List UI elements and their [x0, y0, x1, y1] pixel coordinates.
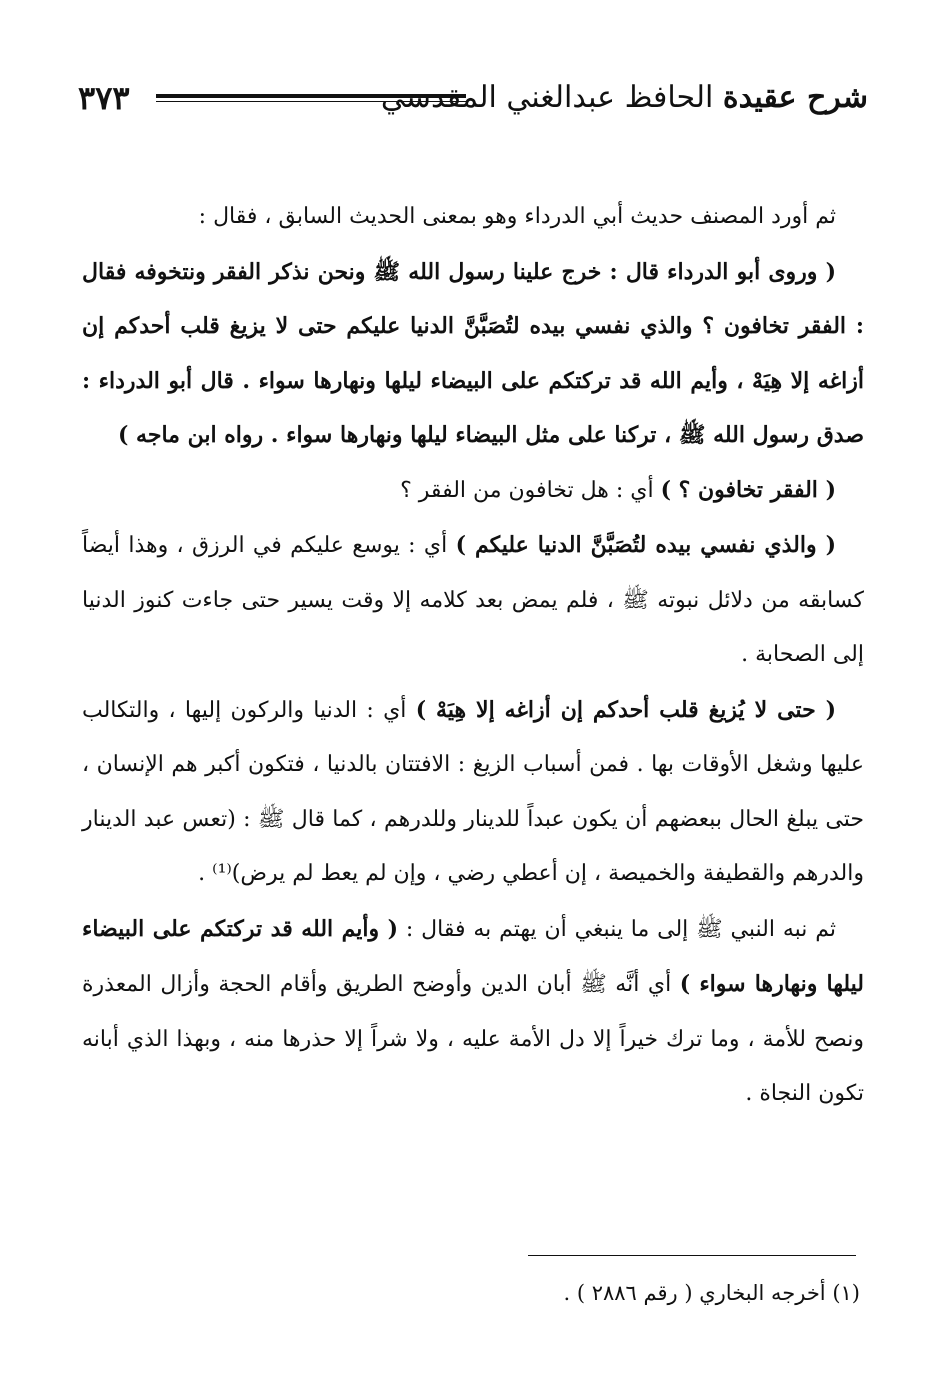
header-rule	[156, 94, 466, 102]
paragraph-6-intro: ثم نبه النبي ﷺ إلى ما ينبغي أن يهتم به فقال :	[398, 916, 836, 942]
paragraph-3-quote: ( الفقر تخافون ؟ )	[660, 476, 836, 503]
paragraph-2-seg-1: ( وروى أبو الدرداء قال : خرج علينا رسول الله ﷺ ونحن نذكر الفقر ونتخوفه فقال : الفقر تخافون ؟ والذي نفسي بيده لتُصَبَّنَّ الدنيا عليكم حتى لا يزيغ قلب أحدكم إن أزاغه إلا هِيَهْ ، وأيم الله قد تركتكم على البيضاء ليلها ونهارها سواء . قال أبو الدرداء : صدق رسول الله ﷺ ، تركنا على مثل البيضاء ليلها ونهارها سواء . رواه ابن ماجه )	[82, 258, 864, 448]
paragraph-3	[82, 463, 864, 519]
paragraph-1	[82, 190, 864, 245]
page-number: ٣٧٣	[78, 79, 130, 117]
running-title-rest: الحافظ عبدالغني المقدسي	[380, 80, 723, 115]
paragraph-4	[82, 518, 864, 683]
running-title-bold: شرح عقيدة	[722, 80, 868, 115]
paragraph-4-quote: ( والذي نفسي بيده لتُصَبَّنَّ الدنيا عليكم )	[455, 532, 836, 558]
paragraph-5	[82, 683, 864, 902]
paragraph-5-quote: ( حتى لا يُزيغ قلب أحدكم إن أزاغه إلا هِيَهْ )	[415, 696, 837, 723]
paragraph-6	[82, 902, 864, 1122]
paragraph-5-explain: أي : الدنيا والركون إليها ، والتكالب عليها وشغل الأوقات بها . فمن أسباب الزيغ : الافتتان بالدنيا ، فتكون أكبر هم الإنسان ، حتى يبلغ الحال ببعضهم أن يكون عبداً للدينار وللدرهم ، كما قال ﷺ : (تعس عبد الدينار والدرهم والقطيفة والخميصة ، إن أعطي رضي ، وإن لم يعط لم يرض)⁽¹⁾ .	[82, 697, 864, 886]
paragraph-4-explain: أي : يوسع عليكم في الرزق ، وهذا أيضاً كسابقه من دلائل نبوته ﷺ ، فلم يمض بعد كلامه إلا وقت يسير حتى جاءت كنوز الدنيا إلى الصحابة .	[82, 533, 864, 667]
footnote: (١) أخرجه البخاري ( رقم ٢٨٨٦ ) .	[563, 1281, 860, 1305]
paragraph-2-hadith	[82, 245, 864, 463]
footnote-rule	[528, 1255, 856, 1256]
body-text	[82, 190, 864, 1122]
page-header	[78, 72, 868, 128]
paragraph-6-quote: ( وأيم الله قد تركتكم على البيضاء ليلها ونهارها سواء )	[82, 915, 864, 997]
paragraph-1-seg-1: ثم أورد المصنف حديث أبي الدرداء وهو بمعنى الحديث السابق ، فقال :	[198, 204, 836, 229]
paragraph-3-explain: أي : هل تخافون من الفقر ؟	[400, 477, 661, 503]
paragraph-6-explain: أي أنَّه ﷺ أبان الدين وأوضح الطريق وأقام الحجة وأزال المعذرة ونصح للأمة ، وما ترك خيراً إلا دل الأمة عليه ، ولا شراً إلا حذرها منه ، وبهذا الذي أبانه تكون النجاة .	[82, 972, 864, 1106]
